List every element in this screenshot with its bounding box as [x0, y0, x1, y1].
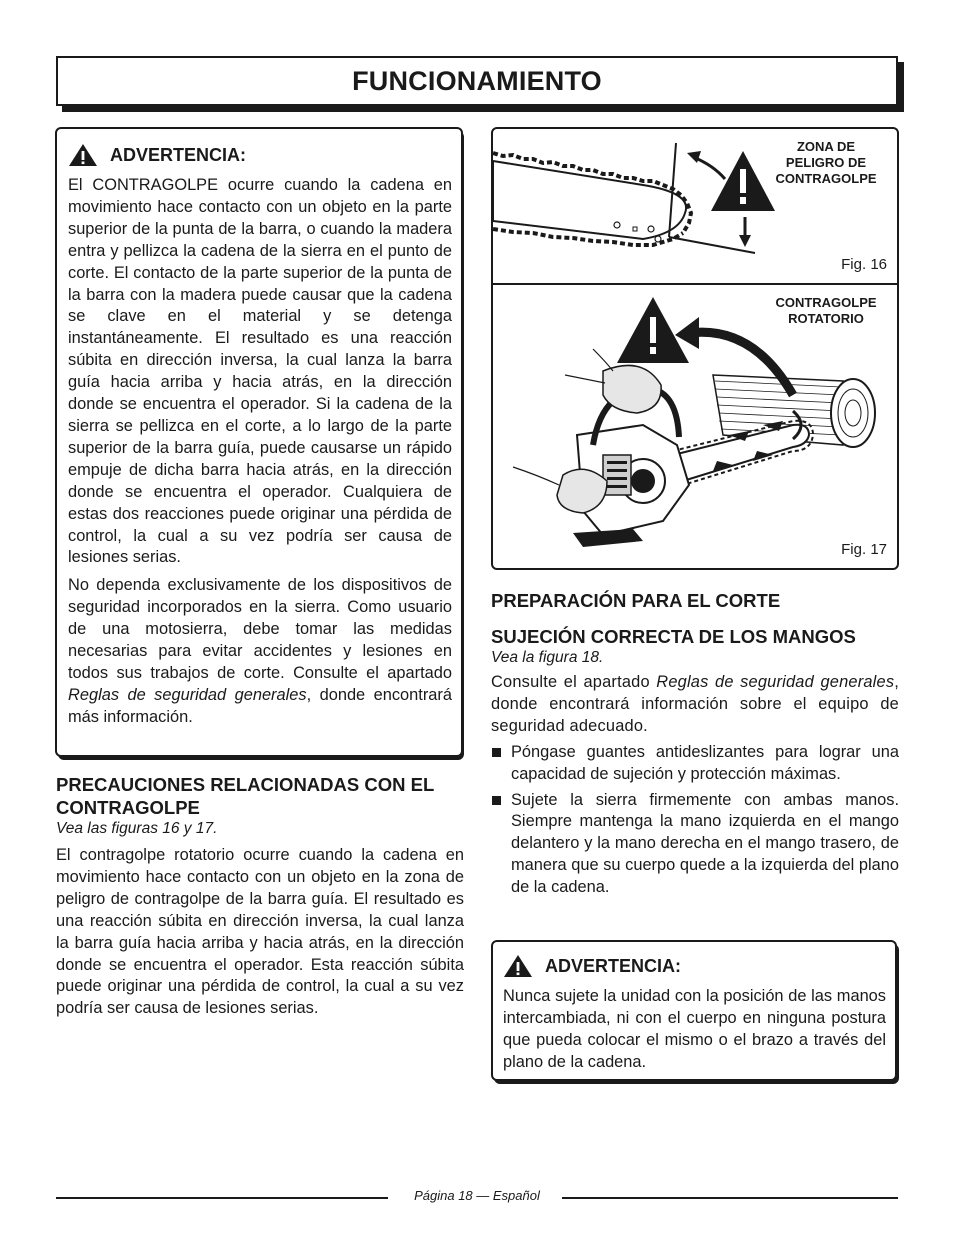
page-title-banner — [56, 56, 898, 106]
kickback-body: El contragolpe rotatorio ocurre cuando la cadena en movimiento hace contacto con un objeto en la zona de peligro de contragolpe de la barra guía. El resultado es una reacción súbita en dirección inversa, la cual lanza la barra guía hacia arriba y hacia atrás, en la dirección donde se encuentra el operador. Esta reacción súbita puede originar una pérdida de control, la cual a su vez podría ser causa de lesiones serias. — [56, 846, 464, 1018]
preparation-section — [491, 589, 899, 899]
handle-warning-box — [491, 940, 897, 1081]
kickback-warning-box — [55, 127, 463, 757]
fig16-caption — [761, 139, 891, 187]
warning-triangle-icon — [503, 954, 533, 978]
fig17-caption-line-1: CONTRAGOLPE — [775, 295, 877, 310]
figure-17 — [491, 283, 899, 570]
handle-warning-body: Nunca sujete la unidad con la posición de las manos intercambiada, ni con el cuerpo en ninguna postura que pueda colocar el mismo o el brazo a través del plano de la cadena. — [503, 987, 886, 1071]
kickback-section — [56, 773, 464, 1020]
warning-header — [503, 954, 886, 978]
kickback-figure-reference: Vea las figuras 16 y 17. — [56, 820, 218, 837]
list-item — [491, 790, 899, 900]
list-item — [491, 742, 899, 786]
warning-p2-tail: , donde encontrará más información. — [68, 685, 452, 726]
page-footer — [56, 1187, 898, 1207]
kickback-heading: PRECAUCIONES RELACIONADAS CON EL CONTRAGOLPE — [56, 774, 434, 818]
bullet-square-icon — [492, 748, 501, 757]
fig16-caption-line-2: PELIGRO DE — [785, 155, 867, 170]
fig17-caption — [761, 295, 891, 327]
handle-grip-heading: SUJECIÓN CORRECTA DE LOS MANGOS — [491, 626, 856, 647]
bullet-text: Póngase guantes antideslizantes para lograr una capacidad de sujeción y protección máximas. — [511, 742, 899, 783]
figure-16 — [491, 127, 899, 285]
page-title: FUNCIONAMIENTO — [352, 65, 602, 96]
warning-paragraph-1: El CONTRAGOLPE ocurre cuando la cadena en movimiento hace contacto con un objeto en la parte superior de la punta de la barra, o cuando la madera entra y pellizca la cadena de la sierra en el punto de corte. El contacto de la parte superior de la punta de la barra con la madera puede causar que la cadena se clave en el material y se detenga instantáneamente. El resultado es una reacción súbita en dirección inversa, la cual lanza la barra guía hacia arriba y hacia atrás, en la dirección donde se encuentra el operador. Si la cadena de la sierra se pellizca en el corte, a lo largo de la parte superior de la barra guía, puede causarse un rápido empuje de dicha barra hacia atrás, en la dirección donde se encuentra el operador. Cualquiera de estas dos reacciones puede originar una pérdida de control, la cual a su vez podría ser causa de lesiones serias. — [68, 176, 452, 567]
fig17-label: Fig. 17 — [841, 541, 887, 558]
warning-paragraph-2 — [68, 575, 452, 728]
title-box — [56, 56, 898, 106]
grip-bullet-list — [491, 742, 899, 899]
warning-triangle-icon — [68, 143, 98, 167]
fig16-label: Fig. 16 — [841, 256, 887, 273]
intro-reference: Reglas de seguridad generales — [656, 673, 895, 691]
preparation-intro — [491, 672, 899, 738]
warning-label: ADVERTENCIA: — [545, 955, 682, 976]
warning-header — [68, 143, 452, 167]
fig16-caption-line-1: ZONA DE — [796, 139, 856, 154]
intro-tail: , donde encontrará información sobre el equipo de seguridad adecuado. — [491, 673, 899, 735]
warning-p2-reference: Reglas de seguridad generales — [68, 685, 307, 704]
fig16-caption-line-3: CONTRAGOLPE — [775, 171, 877, 186]
warning-p2-text: No dependa exclusivamente de los dispositivos de seguridad incorporados en la sierra. Como usuario de una motosierra, debe tomar las medidas necesarias para evitar accidentes y lesiones en todos sus trabajos de corte. Consulte el apartado — [68, 576, 452, 682]
bullet-square-icon — [492, 796, 501, 805]
fig17-caption-line-2: ROTATORIO — [788, 311, 864, 326]
preparation-heading: PREPARACIÓN PARA EL CORTE — [491, 590, 781, 611]
page-number: Página 18 — Español — [414, 1188, 540, 1203]
handle-figure-reference: Vea la figura 18. — [491, 649, 604, 666]
intro-text: Consulte el apartado — [491, 673, 657, 691]
bullet-text: Sujete la sierra firmemente con ambas manos. Siempre mantenga la mano izquierda en el mango delantero y la mano derecha en el mango trasero, de manera que su cuerpo quede a la izquierda del plano de la cadena. — [511, 790, 899, 897]
warning-label: ADVERTENCIA: — [110, 144, 247, 165]
chainsaw-kickback-illustration — [493, 285, 897, 568]
